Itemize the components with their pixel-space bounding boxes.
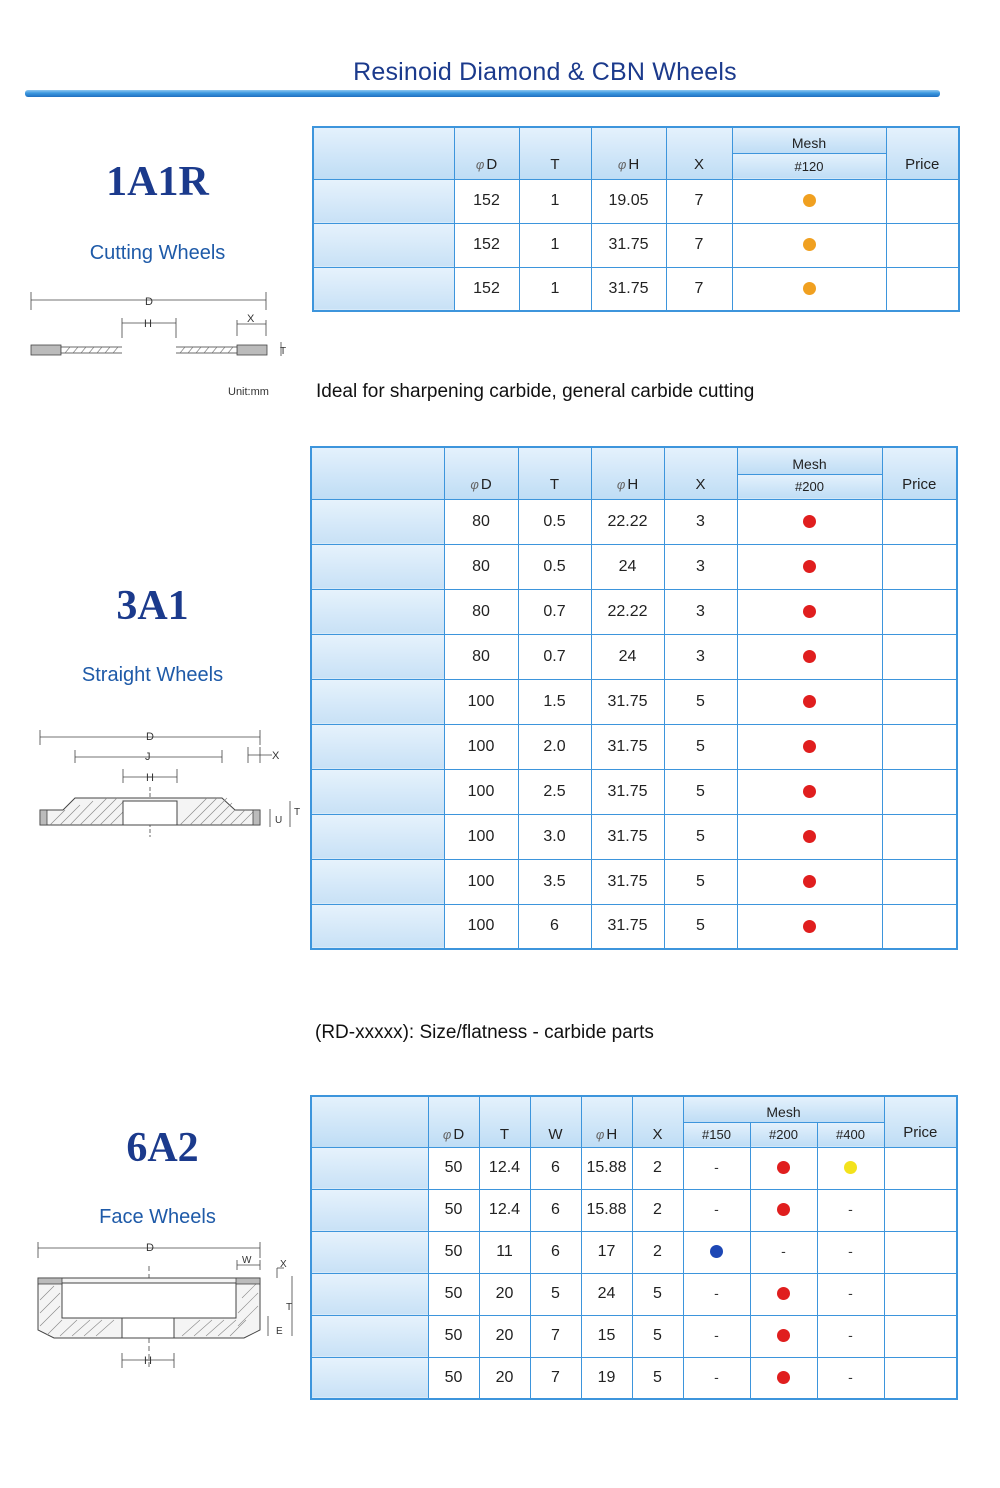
cell-hole: 31.75 xyxy=(591,769,664,814)
cell-diameter: 100 xyxy=(444,859,518,904)
row-label-cell xyxy=(311,1189,428,1231)
unavailable-dash: - xyxy=(714,1368,719,1385)
product-subtitle-6a2: Face Wheels xyxy=(99,1206,216,1228)
cell-price xyxy=(884,1189,957,1231)
header-diameter: φ D xyxy=(428,1096,479,1147)
diagram-3a1 xyxy=(35,725,310,840)
red-dot-icon xyxy=(803,740,816,753)
mesh-cell-m1 xyxy=(732,223,886,267)
cell-thickness: 0.5 xyxy=(518,544,591,589)
unavailable-dash: - xyxy=(714,1285,719,1301)
dim-label-t: T xyxy=(280,346,287,357)
cell-w: 6 xyxy=(530,1231,581,1273)
cell-price xyxy=(884,1231,957,1273)
header-mesh: Mesh xyxy=(732,127,886,153)
table-row xyxy=(311,1273,957,1315)
page-title: Resinoid Diamond & CBN Wheels xyxy=(353,58,737,86)
cell-x: 5 xyxy=(632,1273,683,1315)
cell-thickness: 0.7 xyxy=(518,589,591,634)
cell-thickness: 11 xyxy=(479,1231,530,1273)
orange-dot-icon xyxy=(803,194,816,207)
red-dot-icon xyxy=(777,1161,790,1174)
cell-x: 5 xyxy=(664,859,737,904)
cell-hole: 15.88 xyxy=(581,1147,632,1189)
unavailable-dash: - xyxy=(848,1243,853,1259)
cell-hole: 22.22 xyxy=(591,499,664,544)
row-label-cell xyxy=(311,1147,428,1189)
red-dot-icon xyxy=(803,515,816,528)
row-label-cell xyxy=(311,814,444,859)
cell-x: 5 xyxy=(664,724,737,769)
unavailable-dash: - xyxy=(714,1201,719,1217)
dim-label-h: H xyxy=(144,318,152,330)
cell-hole: 24 xyxy=(581,1273,632,1315)
diagram-6a2 xyxy=(32,1238,302,1370)
cell-hole: 15 xyxy=(581,1315,632,1357)
cell-x: 2 xyxy=(632,1147,683,1189)
dim-label-x: X xyxy=(272,750,280,762)
cell-x: 5 xyxy=(664,814,737,859)
cell-hole: 31.75 xyxy=(591,814,664,859)
cell-price xyxy=(882,769,957,814)
mesh-cell-m1 xyxy=(737,634,882,679)
cell-x: 7 xyxy=(666,223,732,267)
mesh-cell-m3 xyxy=(817,1189,884,1231)
cell-price xyxy=(882,499,957,544)
header-blank xyxy=(311,447,444,499)
cell-diameter: 80 xyxy=(444,589,518,634)
cell-x: 2 xyxy=(632,1189,683,1231)
unavailable-dash: - xyxy=(848,1368,853,1385)
header-diameter: φ D xyxy=(444,447,518,499)
row-label-cell xyxy=(311,1273,428,1315)
cell-thickness: 1 xyxy=(519,179,591,223)
header-price: Price xyxy=(886,127,959,179)
header-mesh-200: #200 xyxy=(737,474,882,499)
product-code-1a1r: 1A1R xyxy=(106,159,209,205)
mesh-cell-m2 xyxy=(750,1189,817,1231)
row-label-cell xyxy=(311,679,444,724)
cell-hole: 31.75 xyxy=(591,223,666,267)
mesh-cell-m1 xyxy=(737,724,882,769)
mesh-cell-m2 xyxy=(750,1315,817,1357)
cell-diameter: 152 xyxy=(454,267,519,311)
table-row xyxy=(311,814,957,859)
header-x: X xyxy=(632,1096,683,1147)
table-row xyxy=(311,679,957,724)
cell-diameter: 50 xyxy=(428,1231,479,1273)
cell-hole: 31.75 xyxy=(591,904,664,949)
red-dot-icon xyxy=(803,560,816,573)
cell-thickness: 20 xyxy=(479,1273,530,1315)
cell-x: 5 xyxy=(632,1357,683,1399)
table-row xyxy=(311,1231,957,1273)
cell-thickness: 1.5 xyxy=(518,679,591,724)
header-price: Price xyxy=(882,447,957,499)
cell-diameter: 100 xyxy=(444,769,518,814)
header-diameter: φ D xyxy=(454,127,519,179)
mesh-cell-m1 xyxy=(683,1273,750,1315)
mesh-cell-m1 xyxy=(683,1189,750,1231)
row-label-cell xyxy=(311,904,444,949)
row-label-cell xyxy=(311,1357,428,1399)
cell-diameter: 50 xyxy=(428,1357,479,1399)
cell-x: 7 xyxy=(666,267,732,311)
spec-table-body-1a1r xyxy=(313,179,959,311)
cell-w: 7 xyxy=(530,1315,581,1357)
cell-hole: 24 xyxy=(591,634,664,679)
table-row xyxy=(311,1147,957,1189)
row-label-cell xyxy=(311,1231,428,1273)
mesh-cell-m3 xyxy=(817,1231,884,1273)
red-dot-icon xyxy=(803,875,816,888)
dim-label-d: D xyxy=(146,731,154,743)
mesh-cell-m1 xyxy=(683,1231,750,1273)
header-hole: φ H xyxy=(591,447,664,499)
mesh-cell-m1 xyxy=(737,814,882,859)
dim-label-j: J xyxy=(145,751,151,763)
header-hole: φ H xyxy=(581,1096,632,1147)
mesh-cell-m2 xyxy=(750,1231,817,1273)
cell-diameter: 100 xyxy=(444,814,518,859)
product-code-3a1: 3A1 xyxy=(116,583,189,629)
mesh-cell-m2 xyxy=(750,1147,817,1189)
cell-price xyxy=(884,1357,957,1399)
orange-dot-icon xyxy=(803,282,816,295)
cell-x: 3 xyxy=(664,634,737,679)
mesh-cell-m2 xyxy=(750,1357,817,1399)
mesh-cell-m1 xyxy=(683,1147,750,1189)
cell-price xyxy=(886,179,959,223)
dim-label-x: X xyxy=(247,313,255,325)
spec-table-3a1 xyxy=(310,446,958,950)
dim-label-h: H xyxy=(144,1355,152,1367)
row-label-cell xyxy=(311,724,444,769)
cell-diameter: 80 xyxy=(444,499,518,544)
table-row xyxy=(311,724,957,769)
cell-thickness: 12.4 xyxy=(479,1147,530,1189)
red-dot-icon xyxy=(803,695,816,708)
cell-diameter: 50 xyxy=(428,1315,479,1357)
table-row xyxy=(313,179,959,223)
cell-w: 6 xyxy=(530,1189,581,1231)
cell-price xyxy=(882,544,957,589)
cell-diameter: 100 xyxy=(444,679,518,724)
table-row xyxy=(311,1315,957,1357)
cell-price xyxy=(882,724,957,769)
cell-diameter: 50 xyxy=(428,1273,479,1315)
table-row xyxy=(311,1357,957,1399)
cell-x: 5 xyxy=(664,769,737,814)
dim-label-t: T xyxy=(294,807,301,818)
cell-thickness: 12.4 xyxy=(479,1189,530,1231)
spec-table-6a2 xyxy=(310,1095,958,1400)
cell-x: 2 xyxy=(632,1231,683,1273)
cell-x: 5 xyxy=(632,1315,683,1357)
spec-table-1a1r xyxy=(312,126,960,312)
red-dot-icon xyxy=(803,650,816,663)
cell-price xyxy=(884,1147,957,1189)
blue-dot-icon xyxy=(710,1245,723,1258)
red-dot-icon xyxy=(803,920,816,933)
dim-label-h: H xyxy=(146,772,154,784)
cell-x: 3 xyxy=(664,499,737,544)
cell-thickness: 0.7 xyxy=(518,634,591,679)
table-row xyxy=(313,223,959,267)
red-dot-icon xyxy=(777,1329,790,1342)
header-mesh-150: #150 xyxy=(683,1122,750,1147)
cell-x: 3 xyxy=(664,589,737,634)
row-label-cell xyxy=(313,223,454,267)
header-mesh: Mesh xyxy=(683,1096,884,1122)
cell-thickness: 1 xyxy=(519,223,591,267)
cell-diameter: 50 xyxy=(428,1147,479,1189)
table-row xyxy=(311,769,957,814)
section-note-1a1r: Ideal for sharpening carbide, general carbide cutting xyxy=(316,381,755,402)
mesh-cell-m1 xyxy=(683,1357,750,1399)
unavailable-dash: - xyxy=(714,1159,719,1175)
orange-dot-icon xyxy=(803,238,816,251)
cell-hole: 31.75 xyxy=(591,267,666,311)
dim-label-w: W xyxy=(242,1255,252,1266)
dim-label-e: E xyxy=(276,1326,283,1337)
cell-price xyxy=(886,223,959,267)
row-label-cell xyxy=(311,1315,428,1357)
dim-label-d: D xyxy=(145,296,153,308)
cell-thickness: 20 xyxy=(479,1357,530,1399)
cell-hole: 19.05 xyxy=(591,179,666,223)
mesh-cell-m3 xyxy=(817,1315,884,1357)
cell-diameter: 80 xyxy=(444,544,518,589)
mesh-cell-m3 xyxy=(817,1147,884,1189)
table-row xyxy=(311,589,957,634)
product-subtitle-3a1: Straight Wheels xyxy=(81,664,224,686)
header-divider xyxy=(25,90,940,97)
header-mesh-120: #120 xyxy=(732,153,886,179)
unavailable-dash: - xyxy=(781,1243,786,1259)
spec-table-body-3a1 xyxy=(311,499,957,949)
cell-thickness: 2.5 xyxy=(518,769,591,814)
header-blank xyxy=(313,127,454,179)
mesh-cell-m2 xyxy=(750,1273,817,1315)
unavailable-dash: - xyxy=(848,1201,853,1217)
cell-thickness: 3.5 xyxy=(518,859,591,904)
cell-x: 7 xyxy=(666,179,732,223)
row-label-cell xyxy=(311,499,444,544)
cell-hole: 31.75 xyxy=(591,724,664,769)
cell-price xyxy=(882,679,957,724)
cell-x: 3 xyxy=(664,544,737,589)
mesh-cell-m1 xyxy=(737,904,882,949)
header-thickness: T xyxy=(519,127,591,179)
header-hole: φ H xyxy=(591,127,666,179)
cell-price xyxy=(882,634,957,679)
cell-diameter: 50 xyxy=(428,1189,479,1231)
cell-price xyxy=(886,267,959,311)
mesh-cell-m1 xyxy=(737,589,882,634)
mesh-cell-m1 xyxy=(737,499,882,544)
cell-w: 7 xyxy=(530,1357,581,1399)
table-row xyxy=(311,904,957,949)
cell-thickness: 0.5 xyxy=(518,499,591,544)
table-row xyxy=(311,1189,957,1231)
unavailable-dash: - xyxy=(848,1285,853,1301)
diagram-1a1r xyxy=(25,290,295,370)
header-x: X xyxy=(664,447,737,499)
mesh-cell-m1 xyxy=(737,544,882,589)
table-row xyxy=(311,544,957,589)
dim-label-t: T xyxy=(286,1302,293,1313)
cell-price xyxy=(882,859,957,904)
header-mesh: Mesh xyxy=(737,447,882,474)
cell-thickness: 2.0 xyxy=(518,724,591,769)
unit-label: Unit:mm xyxy=(228,386,269,398)
red-dot-icon xyxy=(777,1287,790,1300)
cell-x: 5 xyxy=(664,904,737,949)
header-mesh-200: #200 xyxy=(750,1122,817,1147)
mesh-cell-m1 xyxy=(683,1315,750,1357)
cell-hole: 22.22 xyxy=(591,589,664,634)
cell-price xyxy=(882,589,957,634)
cell-diameter: 152 xyxy=(454,223,519,267)
table-row xyxy=(313,267,959,311)
table-row xyxy=(311,634,957,679)
cell-hole: 19 xyxy=(581,1357,632,1399)
cell-price xyxy=(884,1315,957,1357)
cell-diameter: 152 xyxy=(454,179,519,223)
header-thickness: T xyxy=(479,1096,530,1147)
cell-thickness: 6 xyxy=(518,904,591,949)
cell-x: 5 xyxy=(664,679,737,724)
unavailable-dash: - xyxy=(848,1327,853,1343)
product-subtitle-1a1r: Cutting Wheels xyxy=(89,242,226,264)
red-dot-icon xyxy=(777,1203,790,1216)
cell-diameter: 100 xyxy=(444,724,518,769)
unavailable-dash: - xyxy=(714,1327,719,1343)
cell-hole: 17 xyxy=(581,1231,632,1273)
cell-hole: 24 xyxy=(591,544,664,589)
dim-label-u: U xyxy=(275,815,283,826)
cell-thickness: 1 xyxy=(519,267,591,311)
row-label-cell xyxy=(311,769,444,814)
cell-w: 6 xyxy=(530,1147,581,1189)
dim-label-x: X xyxy=(280,1259,287,1270)
red-dot-icon xyxy=(777,1371,790,1384)
cell-thickness: 20 xyxy=(479,1315,530,1357)
row-label-cell xyxy=(313,179,454,223)
row-label-cell xyxy=(313,267,454,311)
table-row xyxy=(311,859,957,904)
cell-diameter: 80 xyxy=(444,634,518,679)
red-dot-icon xyxy=(803,785,816,798)
cell-hole: 15.88 xyxy=(581,1189,632,1231)
dim-label-d: D xyxy=(146,1242,154,1254)
mesh-cell-m1 xyxy=(737,679,882,724)
header-mesh-400: #400 xyxy=(817,1122,884,1147)
row-label-cell xyxy=(311,634,444,679)
row-label-cell xyxy=(311,589,444,634)
section-note-3a1: (RD-xxxxx): Size/flatness - carbide parts xyxy=(315,1022,654,1043)
cell-w: 5 xyxy=(530,1273,581,1315)
header-w: W xyxy=(530,1096,581,1147)
header-price: Price xyxy=(884,1096,957,1147)
header-blank xyxy=(311,1096,428,1147)
mesh-cell-m1 xyxy=(732,179,886,223)
spec-table-body-6a2 xyxy=(311,1147,957,1399)
header-thickness: T xyxy=(518,447,591,499)
yellow-dot-icon xyxy=(844,1161,857,1174)
cell-price xyxy=(882,814,957,859)
cell-diameter: 100 xyxy=(444,904,518,949)
cell-thickness: 3.0 xyxy=(518,814,591,859)
mesh-cell-m3 xyxy=(817,1273,884,1315)
mesh-cell-m1 xyxy=(732,267,886,311)
red-dot-icon xyxy=(803,830,816,843)
cell-hole: 31.75 xyxy=(591,859,664,904)
mesh-cell-m3 xyxy=(817,1357,884,1399)
mesh-cell-m1 xyxy=(737,859,882,904)
red-dot-icon xyxy=(803,605,816,618)
row-label-cell xyxy=(311,544,444,589)
product-code-6a2: 6A2 xyxy=(126,1125,199,1171)
cell-price xyxy=(884,1273,957,1315)
row-label-cell xyxy=(311,859,444,904)
table-row xyxy=(311,499,957,544)
cell-price xyxy=(882,904,957,949)
header-x: X xyxy=(666,127,732,179)
mesh-cell-m1 xyxy=(737,769,882,814)
cell-hole: 31.75 xyxy=(591,679,664,724)
